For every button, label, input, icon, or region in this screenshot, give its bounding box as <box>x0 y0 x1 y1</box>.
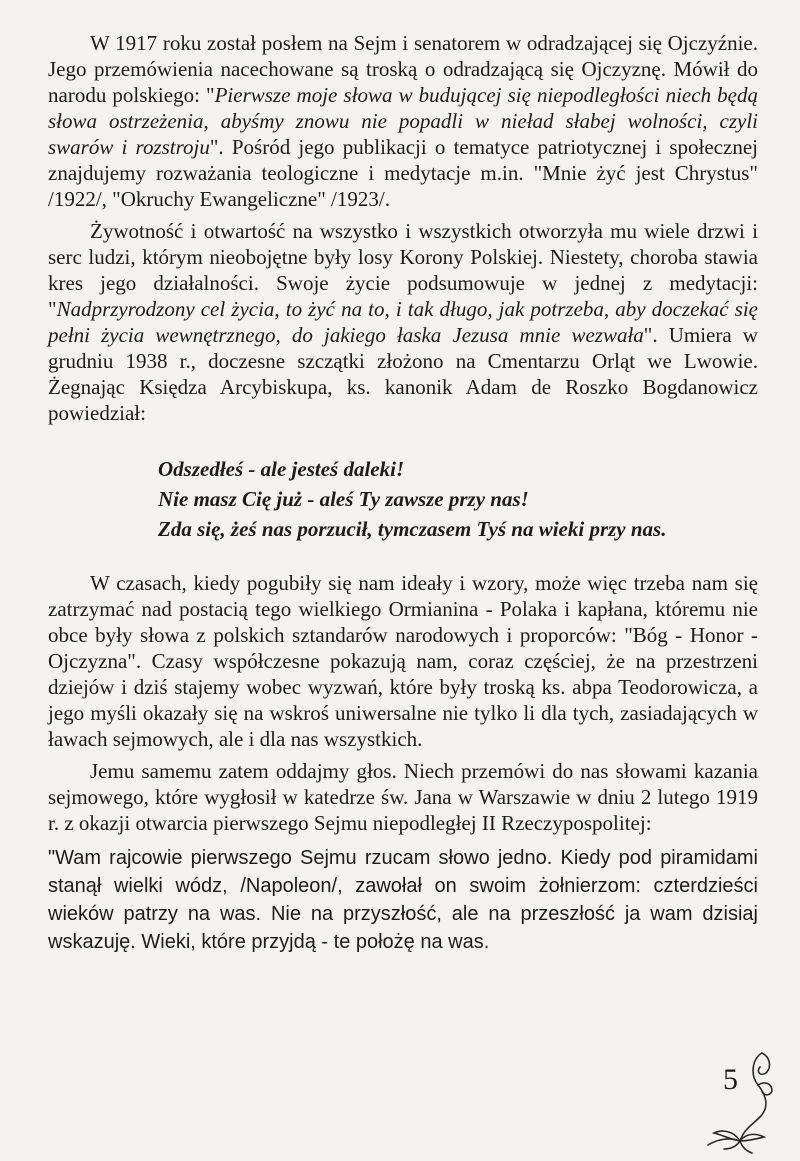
paragraph-1 <box>48 30 758 212</box>
paragraph-3: W czasach, kiedy pogubiły się nam ideały i wzory, może więc trzeba nam się zatrzymać nad postacią tego wielkiego Ormianina - Polaka i kapłana, któremu nie obce były słowa z polskich sztandarów narodowych i proporców: "Bóg - Honor - Ojczyzna". Czasy współczesne pokazują nam, coraz częściej, że na przestrzeni dziejów i dziś stajemy wobec wyzwań, które były troską ks. abpa Teodorowicza, a jego myśli okazały się na wskroś uniwersalne nie tylko li dla tych, zasiadających w ławach sejmowych, ale i dla nas wszystkich. <box>48 571 758 751</box>
paragraph-1-quote: Pierwsze moje słowa w budującej się niepodległości niech będą słowa ostrzeżenia, abyśmy znowu nie popadli w nieład słabej wolności, czyli swarów i rozstroju <box>48 83 758 159</box>
sermon-quote: "Wam rajcowie pierwszego Sejmu rzucam słowo jedno. Kiedy pod piramidami stanął wielki wódz, /Napoleon/, zawołał on swoim żołnierzom: czterdzieści wieków patrzy na was. Nie na przyszłość, ale na przeszłość ja wam dzisiaj wskazuję. Wieki, które przyjdą - te położę na was. <box>48 847 758 953</box>
farewell-poem <box>158 454 758 544</box>
paragraph-4: Jemu samemu zatem oddajmy głos. Niech przemówi do nas słowami kazania sejmowego, które wygłosił w katedrze św. Jana w Warszawie w dniu 2 lutego 1919 r. z okazji otwarcia pierwszego Sejmu niepodległej II Rzeczypospolitej: <box>48 759 758 835</box>
floral-vine-ornament-icon <box>700 1045 780 1155</box>
poem-line-3: Zda się, żeś nas porzucił, tymczasem Tyś na wieki przy nas. <box>158 517 667 541</box>
poem-line-1: Odszedłeś - ale jesteś daleki! <box>158 457 405 481</box>
paragraph-2-quote: Nadprzyrodzony cel życia, to żyć na to, i tak długo, jak potrzeba, aby doczekać się pełni życia wewnętrznego, do jakiego łaska Jezusa mnie wezwała <box>48 297 758 347</box>
paragraph-2 <box>48 218 758 426</box>
poem-line-2: Nie masz Cię już - aleś Ty zawsze przy nas! <box>158 487 529 511</box>
page-body <box>48 30 758 956</box>
page-number: 5 <box>723 1063 738 1096</box>
paragraph-2-text-a: Żywotność i otwartość na wszystko i wszystkich otworzyła mu wiele drzwi i serc ludzi, którym nieobojętne były losy Korony Polskiej. Niestety, choroba stawia kres jego działalności. Swoje życie podsumowuje w jednej z medytacji: " <box>48 219 758 321</box>
paragraph-1-text-a: W 1917 roku został posłem na Sejm i senatorem w odradzającej się Ojczyźnie. Jego przemówienia nacechowane są troską o odradzającą się Ojczyznę. Mówił do narodu polskiego: " <box>48 31 758 107</box>
paragraph-1-text-b: ". Pośród jego publikacji o tematyce patriotycznej i społecznej znajdujemy rozważania teologiczne i medytacje m.in. "Mnie żyć jest Chrystus" /1922/, "Okruchy Ewangeliczne" /1923/. <box>48 135 758 211</box>
paragraph-2-text-b: ". Umiera w grudniu 1938 r., doczesne szczątki złożono na Cmentarzu Orląt we Lwowie. Żegnając Księdza Arcybiskupa, ks. kanonik Adam de Roszko Bogdanowicz powiedział: <box>48 323 758 425</box>
